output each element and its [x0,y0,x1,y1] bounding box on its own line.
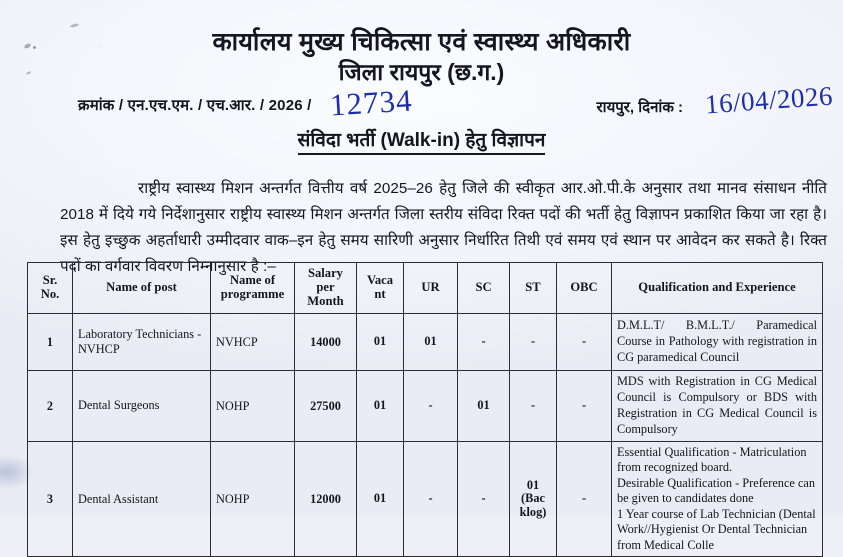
col-header-obc: OBC [557,263,612,314]
cell-sr-no: 3 [28,442,73,557]
cell-sc: 01 [458,371,510,442]
cell-obc: - [557,314,612,371]
reference-line [0,80,843,123]
advertisement-heading [0,126,843,152]
cell-st: - [510,371,557,442]
cell-ur: - [404,371,458,442]
cell-vacant: 01 [357,442,404,557]
cell-name-of-post: Laboratory Technicians - NVHCP [73,314,211,371]
place-date-label: रायपुर, दिनांक : [596,99,683,116]
cell-obc: - [557,442,612,557]
col-header-name-of-post: Name of post [73,263,211,314]
table-row [28,314,823,371]
cell-vacant: 01 [357,371,404,442]
table-row [28,371,823,442]
cell-name-of-programme: NOHP [211,371,295,442]
cell-salary: 12000 [295,442,357,557]
reference-label: क्रमांक / एन.एच.एम. / एच.आर. / 2026 / [78,97,312,114]
handwritten-reference-number: 12734 [328,82,414,123]
cell-name-of-post: Dental Assistant [73,442,211,557]
col-header-sc: SC [458,263,510,314]
cell-st: - [510,314,557,371]
cell-sc: - [458,442,510,557]
table-row [28,442,823,557]
district-title: जिला रायपुर (छ.ग.) [338,58,505,85]
cell-sc: - [458,314,510,371]
col-header-sr-no: Sr. No. [28,263,73,314]
col-header-vacant: Vaca nt [357,263,404,314]
cell-name-of-programme: NOHP [211,442,295,557]
advertisement-heading-text: संविदा भर्ती (Walk-in) हेतु विज्ञापन [298,130,546,155]
cell-sr-no: 1 [28,314,73,371]
cell-name-of-programme: NVHCP [211,314,295,371]
intro-paragraph: राष्ट्रीय स्वास्थ्य मिशन अन्तर्गत वित्तीय वर्ष 2025–26 हेतु जिले की स्वीकृत आर.ओ.पी.के अनुसार तथा मानव संसाधन नीति 2018 में दिये गये निर्देशानुसार राष्ट्रीय स्वास्थ्य मिशन अन्तर्गत जिला स्तरीय संविदा रिक्त पदों की भर्ती हेतु विज्ञापन प्रकाशित किया जा रहा है। इस हेतु इच्छुक अहर्ताधारी उम्मीदवार वाक–इन हेतु समय सारिणी अनुसार निर्धारित तिथी एवं समय एवं स्थान पर आवेदन कर सकते है। रिक्त पदों का वर्गवार विवरण निम्नानुसार है :– [60,180,827,276]
cell-qualification: Essential Qualification - Matriculation from recognized board. Desirable Qualification - Preference can be given to candidates done 1 Year course of Lab Technician (Dental Work//Hygienist Or Dental Technician from Medical Colle [612,442,823,557]
office-title: कार्यालय मुख्य चिकित्सा एवं स्वास्थ्य अधिकारी [212,28,631,56]
col-header-salary-per-month: Salary per Month [295,263,357,314]
table-header-row [28,263,823,314]
cell-st: 01 (Bac klog) [510,442,557,557]
cell-qualification: MDS with Registration in CG Medical Council is Compulsory or BDS with Registration in CG Medical Council is Compulsory [612,371,823,442]
col-header-ur: UR [404,263,458,314]
vacancy-table [27,262,823,557]
col-header-name-of-programme: Name of programme [211,263,295,314]
cell-name-of-post: Dental Surgeons [73,371,211,442]
cell-vacant: 01 [357,314,404,371]
cell-salary: 14000 [295,314,357,371]
cell-salary: 27500 [295,371,357,442]
cell-ur: - [404,442,458,557]
cell-qualification: D.M.L.T/ B.M.L.T./ Paramedical Course in Pathology with registration in CG paramedical Council [612,314,823,371]
cell-ur: 01 [404,314,458,371]
col-header-st: ST [510,263,557,314]
handwritten-date-value: 16/04/2026 [704,80,834,120]
cell-obc: - [557,371,612,442]
cell-sr-no: 2 [28,371,73,442]
col-header-qualification-and-experience: Qualification and Experience [612,263,823,314]
